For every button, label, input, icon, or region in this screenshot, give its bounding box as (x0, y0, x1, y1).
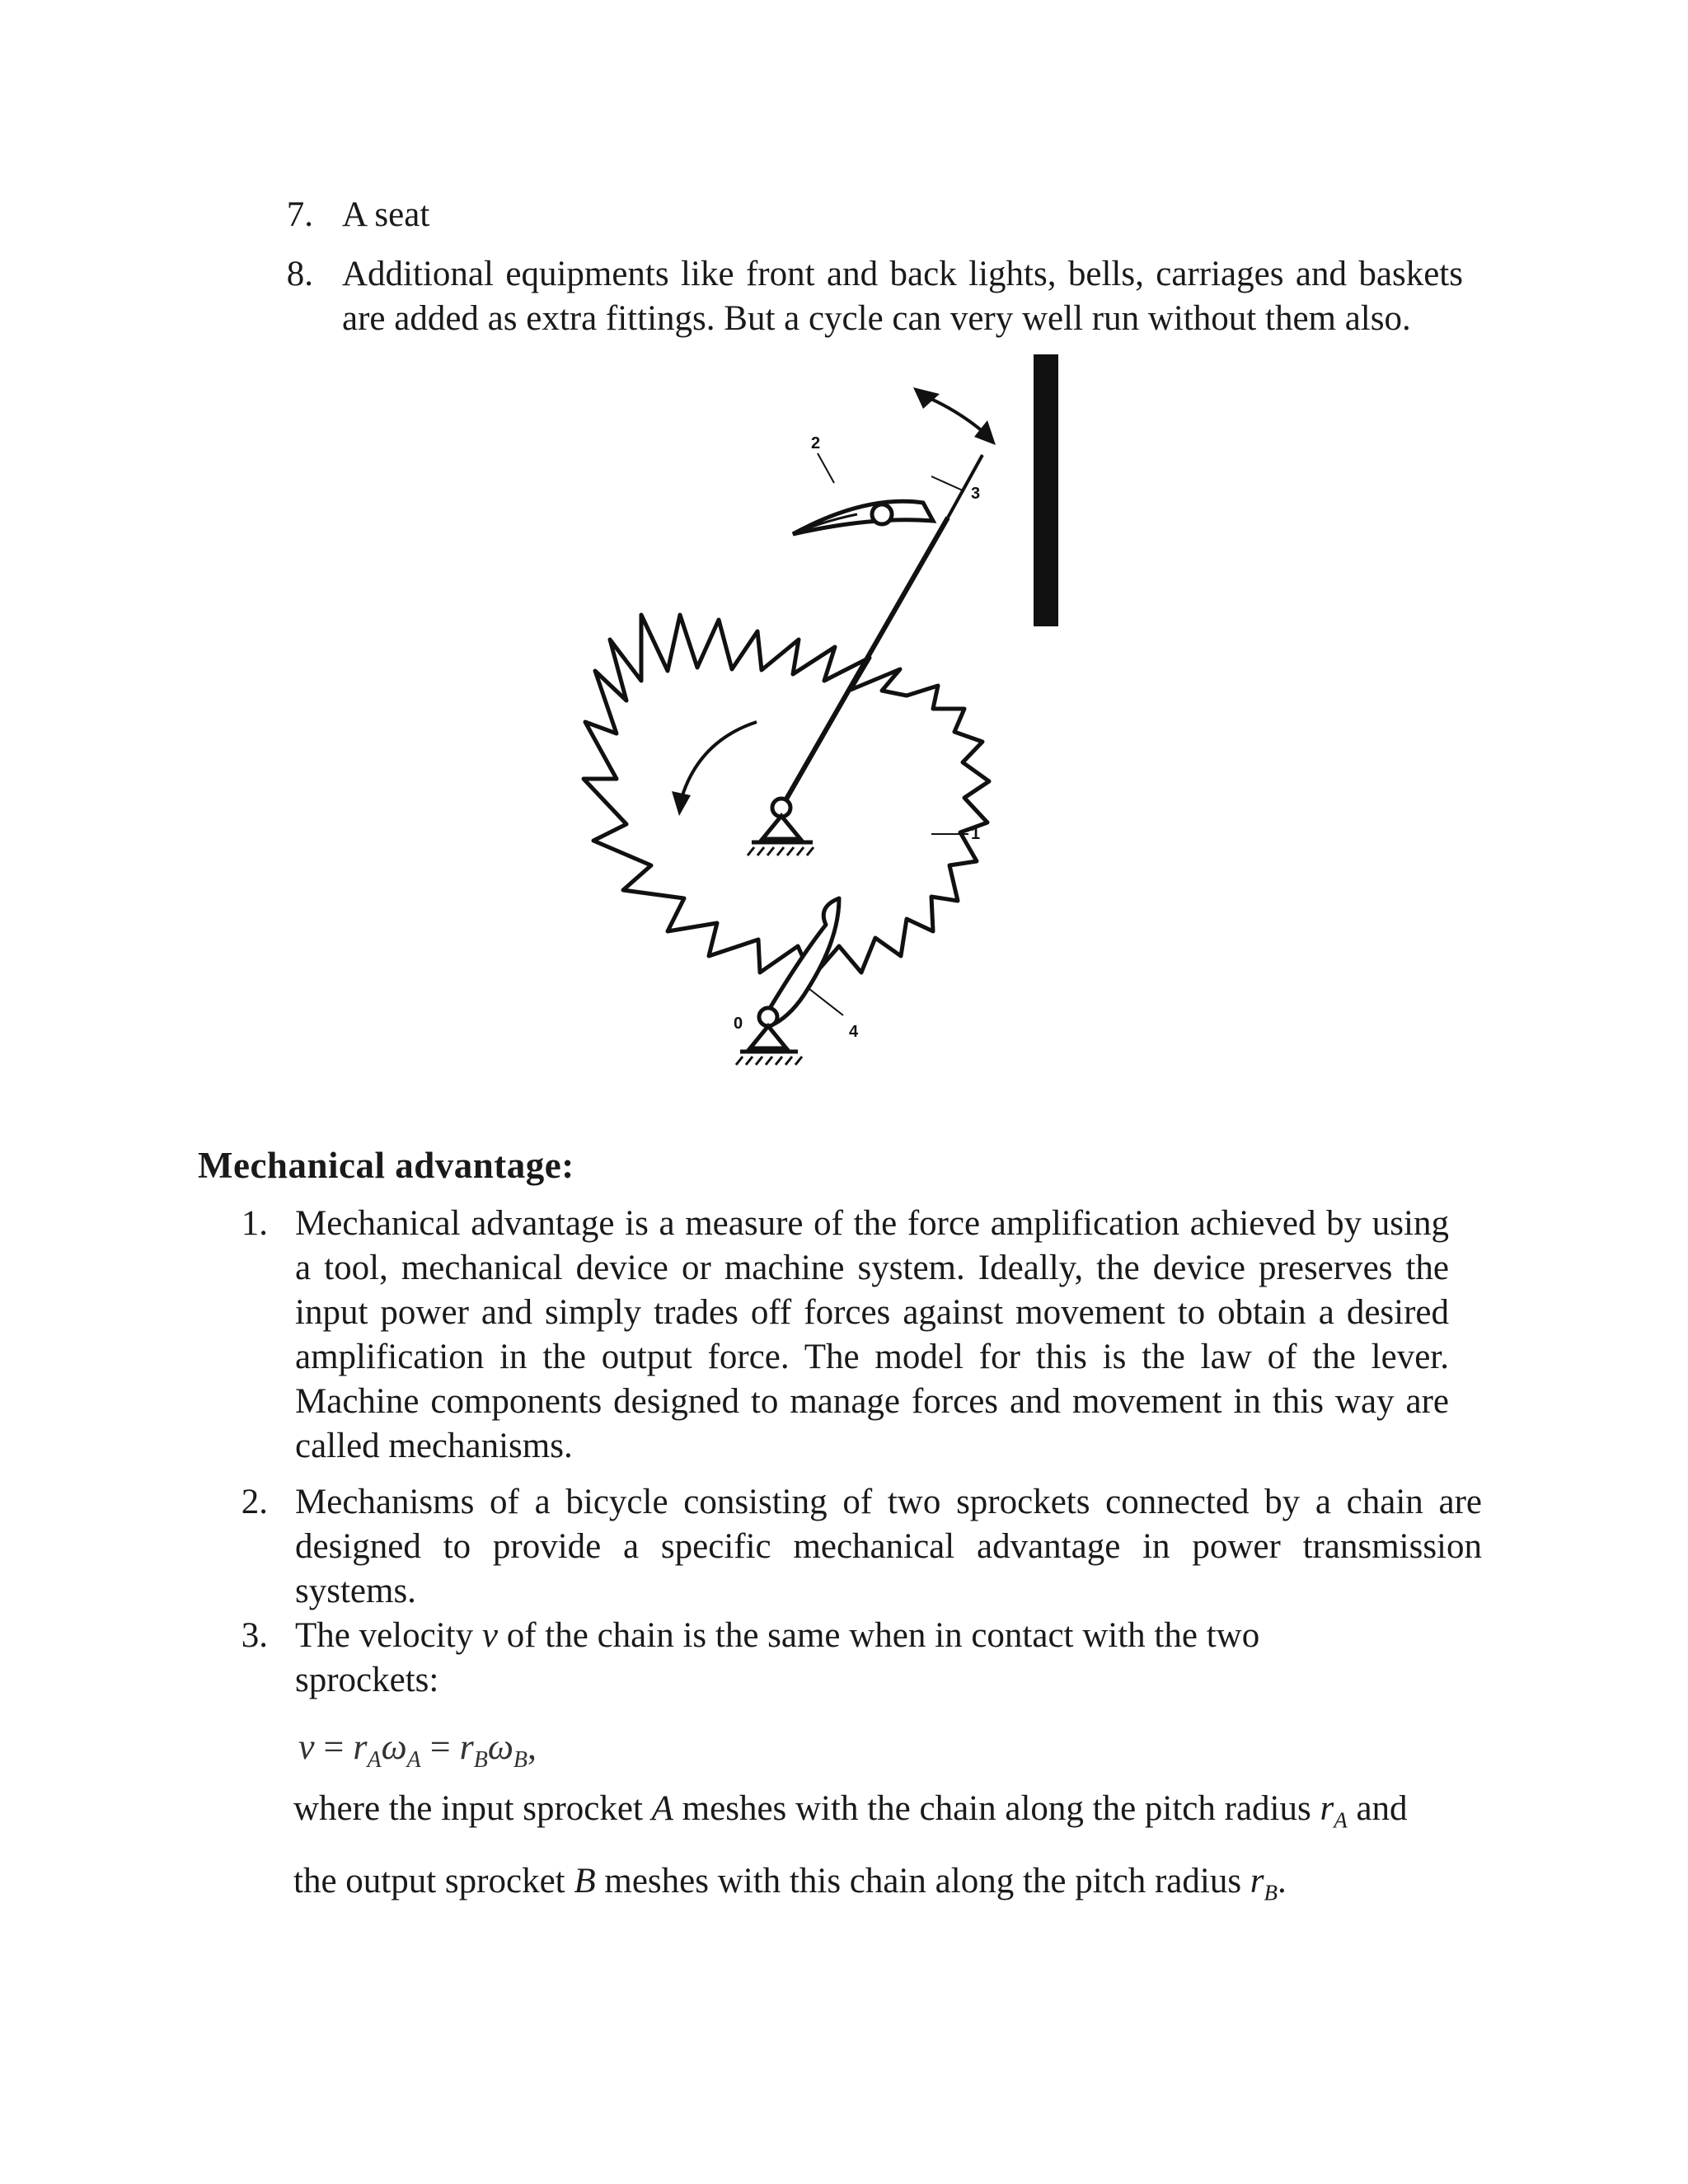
section-heading: Mechanical advantage: (198, 1145, 574, 1186)
list-text: A seat (342, 195, 430, 234)
drive-pawl (793, 501, 933, 534)
list-text: Additional equipments like front and back lights, bells, carriages and baskets are added as extra fittings. But a cycle can very well run without them also. (342, 255, 1463, 338)
lever-arm (781, 518, 948, 808)
list-text: Mechanisms of a bicycle consisting of two sprockets connected by a chain are designed to provide a specific mechanical advantage in power transmission systems. (295, 1483, 1482, 1610)
equation-explanation: where the input sprocket A meshes with the chain along the pitch radius $r_A$ and the output sprocket B meshes with this chain along the pitch radius $r_B$. (293, 1789, 1408, 1905)
pawl-pivot (872, 504, 892, 524)
list-text: The velocity v of the chain is the same when in contact with the two sprockets: (295, 1616, 1260, 1699)
figure-label-3: 3 (971, 485, 981, 503)
ratchet-mechanism-figure (577, 330, 1170, 1121)
figure-label-2: 2 (811, 434, 821, 452)
handle-bar (1034, 354, 1058, 626)
rotation-arrowhead (672, 791, 691, 816)
list-number: 1. (241, 1204, 268, 1243)
velocity-equation: $v = r_A\omega_A = r_B\omega_B$, (298, 1727, 537, 1773)
rotation-arrow (680, 722, 757, 804)
list-number: 7. (286, 195, 313, 234)
figure-label-0: 0 (734, 1015, 743, 1033)
list-number: 2. (241, 1483, 268, 1521)
list-number: 3. (241, 1616, 268, 1655)
figure-label-1: 1 (971, 825, 981, 843)
list-number: 8. (286, 255, 313, 293)
list-text: Mechanical advantage is a measure of the force amplification achieved by using a tool, mechanical device or machine system. Ideally, the device preserves the input power and simply trades off forces against movement to obtain a desired amplification in the output force. The model for this is the law of the lever. Machine components designed to manage forces and movement in this way are called mechanisms. (295, 1204, 1449, 1465)
figure-label-4: 4 (849, 1023, 859, 1041)
